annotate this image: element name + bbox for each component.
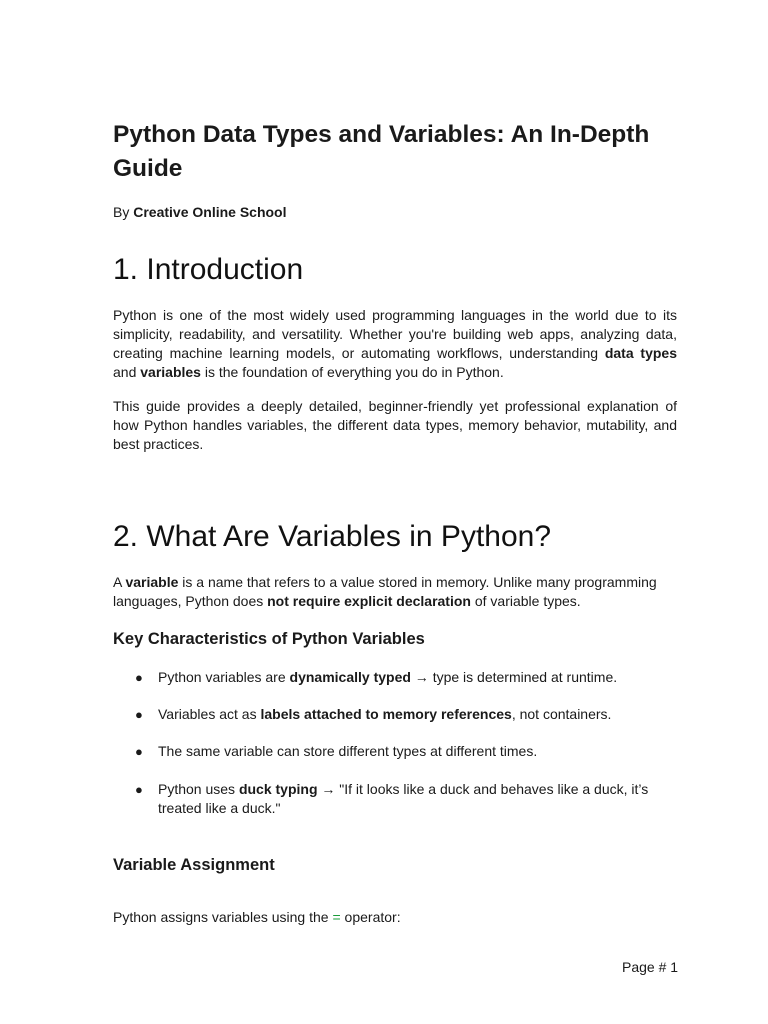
text-run: is a name that refers to a value stored in memory. Unlike many programming languages, Python does — [113, 574, 657, 609]
text-run: of variable types. — [470, 593, 581, 609]
bold-term: data types — [604, 345, 677, 361]
text-run: operator: — [340, 909, 401, 925]
bold-term: variable — [125, 574, 179, 590]
bullet-icon: ● — [135, 782, 143, 797]
text-run: → type is determined at runtime. — [410, 669, 618, 685]
page-number: Page # 1 — [622, 959, 679, 975]
intro-paragraph-1 — [113, 306, 677, 382]
text-run: Python uses — [158, 781, 239, 797]
bold-term: labels attached to memory references — [260, 706, 512, 722]
text-run: and — [113, 364, 141, 380]
text-run: Python variables are — [158, 669, 290, 685]
list-item-text — [158, 780, 658, 818]
text-run: Python assigns variables using the — [113, 909, 333, 925]
bullet-icon: ● — [135, 707, 143, 722]
byline — [113, 203, 287, 221]
assignment-operator: = — [332, 909, 341, 925]
section-heading-introduction: 1. Introduction — [113, 253, 304, 286]
text-run: A — [113, 574, 126, 590]
text-run: is the foundation of everything you do in Python. — [200, 364, 504, 380]
document-title: Python Data Types and Variables: An In-Depth Guide — [113, 121, 650, 182]
subheading-variable-assignment: Variable Assignment — [113, 856, 275, 874]
bold-term: not require explicit declaration — [267, 593, 471, 609]
bold-term: dynamically typed — [289, 669, 411, 685]
bold-term: variables — [140, 364, 201, 380]
list-item-text — [158, 742, 658, 761]
section-heading-variables: 2. What Are Variables in Python? — [113, 520, 552, 553]
list-item-text — [158, 668, 658, 687]
assignment-paragraph — [113, 908, 401, 927]
bold-term: duck typing — [238, 781, 318, 797]
byline-prefix: By — [113, 204, 130, 220]
text-run: Python is one of the most widely used programming languages in the world due to its simplicity, readability, and versatility. Whether you're building web apps, analyzing data, creating machine learning models, or automating workflows, understanding — [113, 307, 677, 361]
author-name: Creative Online School — [133, 204, 287, 220]
list-item-text — [158, 705, 658, 724]
text-run: , not containers. — [511, 706, 612, 722]
intro-paragraph-2: This guide provides a deeply detailed, beginner-friendly yet professional explanation of how Python handles variables, the different data types, memory behavior, mutability, and best practices. — [113, 398, 677, 452]
text-run: Variables act as — [158, 706, 261, 722]
text-run: → "If it looks like a duck and behaves like a duck, it’s treated like a duck." — [158, 781, 649, 816]
subheading-key-characteristics: Key Characteristics of Python Variables — [113, 630, 425, 648]
bullet-icon: ● — [135, 744, 143, 759]
variables-paragraph — [113, 573, 677, 611]
text-run: The same variable can store different types at different times. — [158, 743, 538, 759]
bullet-icon: ● — [135, 670, 143, 685]
